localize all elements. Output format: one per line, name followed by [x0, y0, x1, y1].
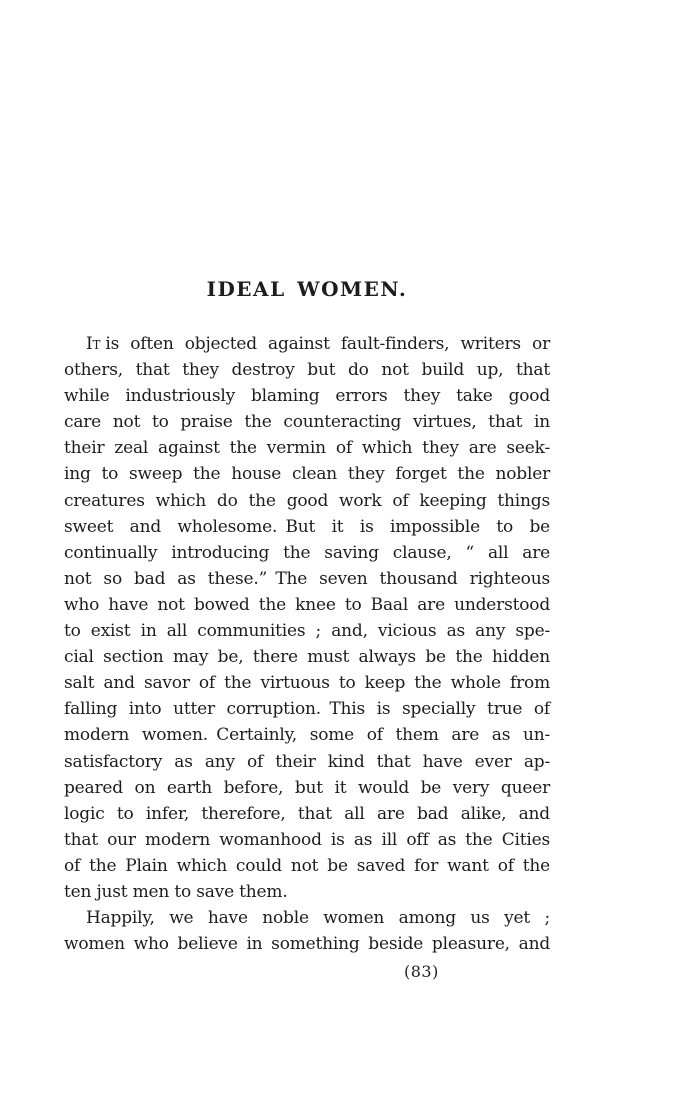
body-text — [64, 331, 550, 957]
text-line: ing to sweep the house clean they forget the nobler — [64, 464, 550, 485]
text-line: while industriously blaming errors they take good — [64, 386, 550, 407]
text-line: that our modern womanhood is as ill off as the Cities — [64, 829, 550, 850]
text-line: modern women. Certainly, some of them are as un- — [64, 725, 550, 746]
page-number: (83) — [404, 962, 439, 981]
text-line: care not to praise the counteracting virtues, that in — [64, 412, 550, 433]
text-line: salt and savor of the virtuous to keep the whole from — [64, 673, 550, 694]
page-title: IDEAL WOMEN. — [206, 277, 408, 301]
text-line-paragraph-end: ten just men to save them. — [64, 881, 288, 902]
text-line: falling into utter corruption. This is specially true of — [64, 699, 550, 720]
text-line: women who believe in something beside pleasure, and — [64, 934, 550, 955]
text-line: logic to infer, therefore, that all are bad alike, and — [64, 803, 550, 824]
text-line — [64, 331, 550, 357]
text-line: of the Plain which could not be saved for want of the — [64, 855, 550, 876]
text-line: peared on earth before, but it would be very queer — [64, 777, 550, 798]
text-line: continually introducing the saving clause, “ all are — [64, 542, 550, 563]
text-line: not so bad as these.” The seven thousand righteous — [64, 568, 550, 589]
text-line: who have not bowed the knee to Baal are understood — [64, 594, 550, 615]
text-line-paragraph-start: Happily, we have noble women among us yet ; — [86, 908, 550, 929]
text-line: cial section may be, there must always be the hidden — [64, 647, 550, 668]
text-line-rest: is often objected against fault-finders, writers or — [105, 334, 550, 354]
text-line: creatures which do the good work of keeping things — [64, 490, 550, 511]
text-line: their zeal against the vermin of which they are seek- — [64, 438, 550, 459]
text-line: others, that they destroy but do not build up, that — [64, 360, 550, 381]
smallcaps-lead-word: It — [86, 334, 101, 354]
text-line: satisfactory as any of their kind that have ever ap- — [64, 751, 550, 772]
text-line: to exist in all communities ; and, vicious as any spe- — [64, 621, 550, 642]
text-line: sweet and wholesome. But it is impossible to be — [64, 516, 550, 537]
